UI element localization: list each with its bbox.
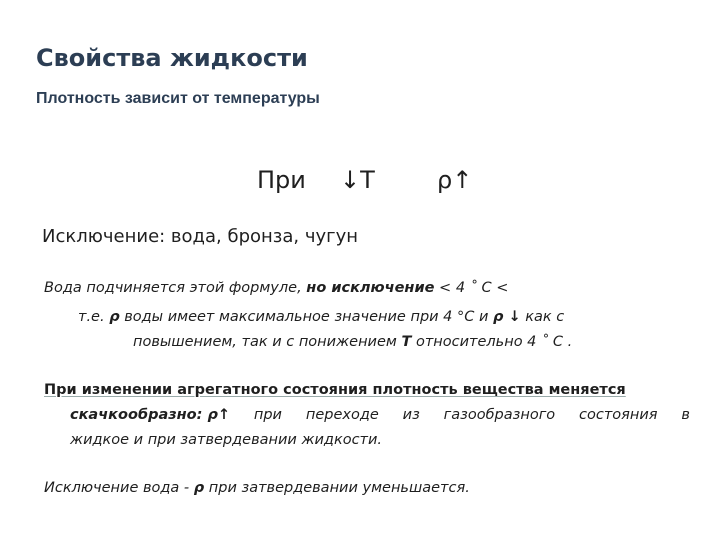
para1-line2 <box>78 309 564 325</box>
para2-line3: жидкое и при затвердевании жидкости. <box>70 432 383 448</box>
para1-line1-c: < 4 ˚ C < <box>434 280 509 296</box>
para1-line1-b: но исключение <box>306 280 435 296</box>
para1-line2-a: т.е. <box>78 309 110 325</box>
para1-line3 <box>133 334 572 350</box>
formula-part-density-up: ρ↑ <box>437 166 473 194</box>
para3-b: ρ <box>193 480 205 496</box>
formula-part-when: При <box>257 166 306 194</box>
para1-line3-a: повышением, так и с понижением <box>133 334 402 350</box>
para2-word-6: в <box>681 407 690 423</box>
slide-subtitle: Плотность зависит от температуры <box>36 90 320 107</box>
para1-line2-d: ρ ↓ <box>493 309 521 325</box>
para3-a: Исключение вода - <box>44 480 194 496</box>
exception-line: Исключение: вода, бронза, чугун <box>42 226 358 247</box>
para1-line1 <box>44 280 508 296</box>
para1-line1-a: Вода подчиняется этой формуле, <box>44 280 307 296</box>
slide-title: Свойства жидкости <box>36 44 308 72</box>
para2-word-2: переходе <box>305 407 379 423</box>
para2-word-5: состояния <box>579 407 658 423</box>
para1-line3-b: T <box>401 334 412 350</box>
para3-line <box>44 480 470 496</box>
para2-line1: При изменении агрегатного состояния плотность вещества меняется <box>44 382 626 398</box>
para1-line2-c: воды имеет максимальное значение при 4 °C и <box>119 309 494 325</box>
para2-word-4: газообразного <box>443 407 556 423</box>
para2-line2 <box>70 407 690 423</box>
para3-c: при затвердевании уменьшается. <box>204 480 470 496</box>
para1-line2-e: как с <box>520 309 565 325</box>
para2-word-3: из <box>402 407 420 423</box>
para2-word-0: скачкообразно: ρ↑ <box>70 407 231 423</box>
formula-part-temperature-down: ↓T <box>340 166 375 194</box>
para2-word-1: при <box>253 407 282 423</box>
para1-line3-c: относительно 4 ˚ C . <box>411 334 573 350</box>
para1-line2-b: ρ <box>109 309 120 325</box>
